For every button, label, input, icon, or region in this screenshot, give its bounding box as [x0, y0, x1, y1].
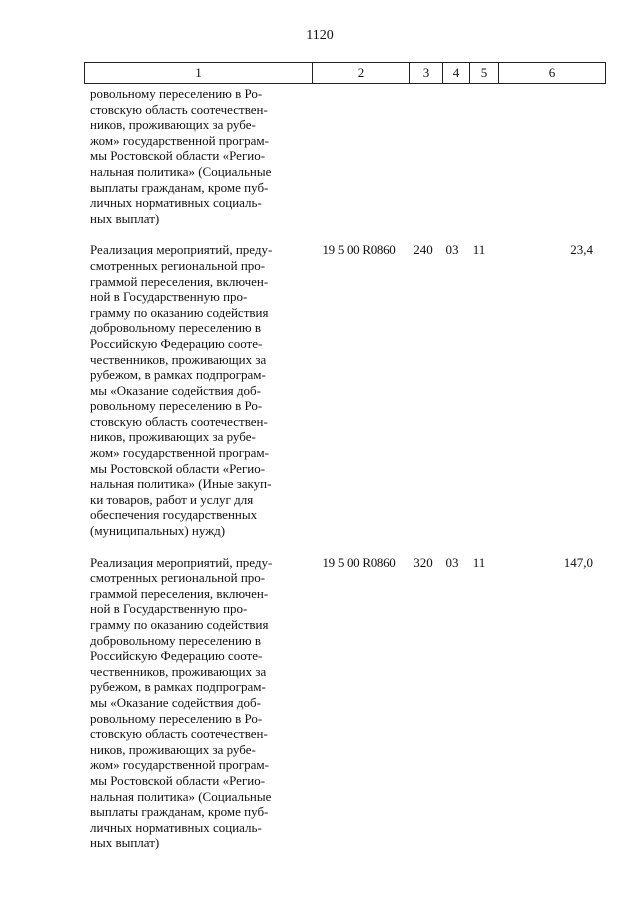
table-row	[84, 242, 599, 538]
column-header-table	[84, 62, 606, 84]
description-line: чественников, проживающих за	[90, 663, 267, 679]
column-header-2: 2	[313, 63, 410, 84]
column-header-5: 5	[470, 63, 499, 84]
description-line: мы Ростовской области «Регио-	[90, 772, 266, 788]
row-section: 03	[445, 242, 459, 258]
description-line: грамму по оказанию содействия	[90, 304, 269, 320]
row-description	[84, 242, 311, 538]
description-line: чественников, проживающих за	[90, 351, 267, 367]
row-target-code: 19 5 00 R0860	[322, 242, 396, 258]
description-line: ников, проживающих за рубе-	[90, 429, 256, 445]
description-line: ных выплат)	[90, 210, 160, 226]
description-line: личных нормативных социаль-	[90, 819, 262, 835]
description-line: выплаты гражданам, кроме пуб-	[90, 804, 269, 820]
description-line: добровольному переселению в	[90, 320, 261, 336]
description-line: рубежом, в рамках подпрограм-	[90, 679, 266, 695]
description-line: ной в Государственную про-	[90, 289, 248, 305]
description-line: смотренных региональной про-	[90, 570, 266, 586]
description-line: жом» государственной програм-	[90, 757, 269, 773]
description-line: граммой переселения, включен-	[90, 585, 269, 601]
description-line: Российскую Федерацию сооте-	[90, 648, 263, 664]
description-line: мы «Оказание содействия доб-	[90, 694, 261, 710]
description-line: нальная политика» (Социальные	[90, 788, 272, 804]
table-row	[84, 555, 599, 851]
column-header-3: 3	[410, 63, 443, 84]
description-line: граммой переселения, включен-	[90, 273, 269, 289]
description-line: (муниципальных) нужд)	[90, 523, 226, 539]
column-header-1: 1	[85, 63, 313, 84]
row-expense-type	[407, 86, 439, 226]
row-subsection	[465, 86, 493, 226]
row-amount: 23,4	[570, 242, 593, 258]
page-number: 1120	[306, 28, 334, 43]
description-line: стовскую область соотечествен-	[90, 413, 268, 429]
description-line: жом» государственной програм-	[90, 445, 269, 461]
row-description	[84, 555, 311, 851]
row-expense-type: 320	[413, 554, 433, 570]
column-header-4: 4	[443, 63, 470, 84]
description-line: Реализация мероприятий, преду-	[90, 242, 273, 258]
row-section	[439, 86, 465, 226]
description-line: Российскую Федерацию сооте-	[90, 335, 263, 351]
description-line: нальная политика» (Иные закуп-	[90, 476, 272, 492]
description-line: Реализация мероприятий, преду-	[90, 554, 273, 570]
description-line: нальная политика» (Социальные	[90, 163, 272, 179]
description-line: ников, проживающих за рубе-	[90, 117, 256, 133]
row-amount: 147,0	[563, 554, 593, 570]
row-amount	[493, 86, 599, 226]
description-line: личных нормативных социаль-	[90, 195, 262, 211]
description-line: ки товаров, работ и услуг для	[90, 491, 254, 507]
column-header-row	[85, 63, 606, 84]
row-subsection: 11	[472, 554, 486, 570]
table-row	[84, 86, 599, 226]
row-expense-type: 240	[413, 242, 433, 258]
description-line: ной в Государственную про-	[90, 601, 248, 617]
description-line: рубежом, в рамках подпрограм-	[90, 367, 266, 383]
description-line: смотренных региональной про-	[90, 257, 266, 273]
budget-table	[84, 86, 599, 851]
budget-table-body	[84, 86, 599, 851]
row-spacer	[84, 539, 599, 555]
row-target-code	[311, 86, 407, 226]
description-line: мы Ростовской области «Регио-	[90, 148, 266, 164]
description-line: выплаты гражданам, кроме пуб-	[90, 179, 269, 195]
description-line: мы Ростовской области «Регио-	[90, 460, 266, 476]
description-line: мы «Оказание содействия доб-	[90, 382, 261, 398]
row-target-code: 19 5 00 R0860	[322, 554, 396, 570]
row-section: 03	[445, 554, 459, 570]
description-line: ровольному переселению в Ро-	[90, 710, 263, 726]
description-line: ников, проживающих за рубе-	[90, 741, 256, 757]
description-line: обеспечения государственных	[90, 507, 258, 523]
description-line: ровольному переселению в Ро-	[90, 398, 263, 414]
row-subsection: 11	[472, 242, 486, 258]
description-line: ных выплат)	[90, 835, 160, 851]
description-line: жом» государственной програм-	[90, 132, 269, 148]
row-spacer	[84, 226, 599, 242]
description-line: стовскую область соотечествен-	[90, 726, 268, 742]
description-line: стовскую область соотечествен-	[90, 101, 268, 117]
description-line: ровольному переселению в Ро-	[90, 86, 263, 101]
description-line: грамму по оказанию содействия	[90, 617, 269, 632]
column-header-6: 6	[499, 63, 606, 84]
description-line: добровольному переселению в	[90, 632, 261, 648]
row-description	[84, 86, 311, 226]
